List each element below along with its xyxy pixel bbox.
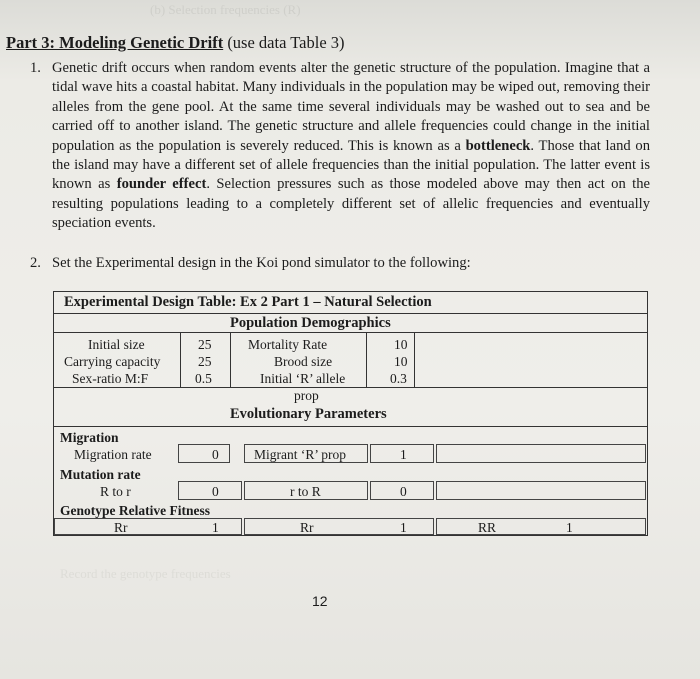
mutation-header: Mutation rate (60, 467, 141, 482)
migrant-prop-label: Migrant ‘R’ prop (254, 447, 346, 462)
bleed-through-text: (b) Selection frequencies (R) (150, 2, 301, 17)
migration-rate-label: Migration rate (74, 447, 152, 462)
mortality-rate-value: 10 (394, 337, 408, 352)
fitness-rr-value: 1 (212, 520, 219, 535)
text-segment: . Those that land on the island may have a different set of allele frequencies than the initial population. The latter event is known as (52, 137, 650, 193)
list-number: 2. (30, 255, 41, 271)
section-subtitle: (use data Table 3) (227, 33, 345, 52)
list-number: 1. (30, 60, 41, 76)
empty-cell (436, 481, 646, 500)
page-number: 12 (312, 593, 328, 609)
initial-r-allele-value: 0.3 (390, 371, 407, 386)
list-item-2 (30, 254, 650, 273)
migrant-prop-value: 1 (400, 447, 407, 462)
mortality-rate-label: Mortality Rate (248, 337, 328, 352)
migration-rate-value: 0 (212, 447, 219, 462)
fitness-rr2-value: 1 (400, 520, 407, 535)
brood-size-value: 10 (394, 354, 408, 369)
section-title: Part 3: Modeling Genetic Drift (6, 33, 224, 52)
carrying-capacity-value: 25 (198, 354, 212, 369)
experimental-design-table (53, 291, 648, 536)
fitness-header: Genotype Relative Fitness (60, 503, 210, 518)
r-to-r-box (178, 481, 242, 500)
fitness-rr2-label: Rr (300, 520, 314, 535)
term-founder-effect: founder effect (116, 176, 207, 193)
migration-header: Migration (60, 430, 119, 445)
empty-cell (436, 444, 646, 463)
fitness-RR-box (436, 518, 646, 535)
demographics-header: Population Demographics (230, 315, 391, 331)
brood-size-label: Brood size (274, 354, 333, 369)
sex-ratio-value: 0.5 (195, 371, 212, 386)
list-item-1 (30, 59, 650, 234)
table-title: Experimental Design Table: Ex 2 Part 1 – Natural Selection (64, 294, 432, 310)
initial-r-allele-label: Initial ‘R’ allele (260, 371, 346, 386)
text-segment: . Selection pressures such as those modeled above may then act on the resulting populations leading to a completely different set of allelic frequencies and eventually speciation events. (52, 176, 650, 232)
list-item-text: Set the Experimental design in the Koi pond simulator to the following: (52, 255, 471, 271)
carrying-capacity-label: Carrying capacity (64, 354, 161, 369)
text-segment: Genetic drift occurs when random events alter the genetic structure of the population. Imagine that a tidal wave hits a coastal habitat. Many individuals in the population may be wiped out, removing their alleles from the gene pool. At the same time several individuals may be washed out to sea and be carried off to another island. The genetic structure and allele frequencies could change in the initial population as the population is severely reduced. This is known as a (52, 60, 650, 154)
sex-ratio-label: Sex-ratio M:F (72, 371, 149, 386)
r-to-R-label: r to R (290, 484, 321, 499)
fitness-RR-value: 1 (566, 520, 573, 535)
initial-r-allele-label-cont: prop (294, 388, 319, 403)
fitness-rr-label: Rr (114, 520, 128, 535)
list-item-text (52, 59, 650, 234)
r-to-r-value: 0 (212, 484, 219, 499)
r-to-R-value: 0 (400, 484, 407, 499)
evolutionary-header: Evolutionary Parameters (230, 406, 387, 422)
initial-size-value: 25 (198, 337, 212, 352)
migration-rate-box (178, 444, 230, 463)
r-to-r-label: R to r (100, 484, 131, 499)
term-bottleneck: bottleneck (465, 137, 531, 154)
fitness-RR-label: RR (478, 520, 497, 535)
initial-size-label: Initial size (88, 337, 145, 352)
section-heading (6, 33, 345, 53)
bleed-through-text-bottom: Record the genotype frequencies (60, 566, 231, 581)
